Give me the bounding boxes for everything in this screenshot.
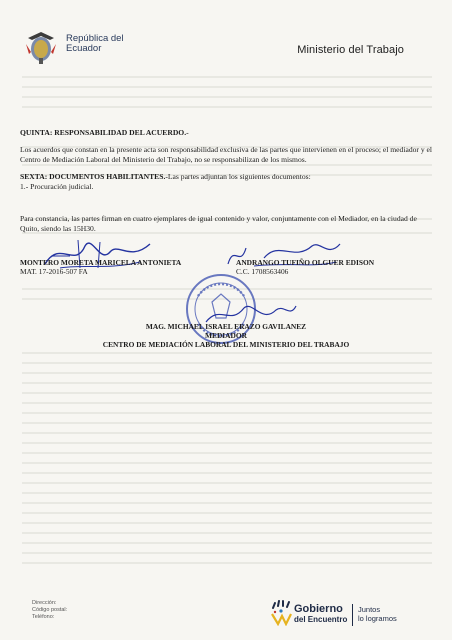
mediator-center: CENTRO DE MEDIACIÓN LABORAL DEL MINISTERIO DEL TRABAJO bbox=[102, 340, 350, 349]
footer-address-line: Dirección: bbox=[32, 600, 57, 606]
footer bbox=[0, 588, 452, 640]
coat-of-arms-icon bbox=[22, 28, 60, 66]
juntos-line-2: lo logramos bbox=[358, 614, 397, 623]
constancia-block bbox=[20, 214, 434, 233]
footer-address bbox=[32, 600, 67, 621]
del-encuentro-label: del Encuentro bbox=[294, 615, 348, 624]
republica-logo bbox=[22, 28, 152, 68]
gobierno-logo bbox=[266, 596, 446, 634]
gobierno-label: Gobierno bbox=[294, 603, 343, 615]
footer-phone-line: Teléfono: bbox=[32, 614, 55, 620]
signer-left-id: MAT. 17-2016-507 FA bbox=[20, 267, 88, 276]
footer-divider bbox=[352, 604, 353, 626]
signer-right-name: ANDRANGO TUFIÑO OLGUER EDISON bbox=[236, 258, 375, 267]
quinta-body-block bbox=[20, 145, 434, 164]
mediator-role: MEDIADOR bbox=[205, 331, 247, 340]
sexta-item: 1.- Procuración judicial. bbox=[20, 181, 94, 191]
gobierno-mark-icon bbox=[270, 600, 292, 626]
sexta-heading: SEXTA: DOCUMENTOS HABILITANTES.- bbox=[20, 172, 168, 181]
mediator-block bbox=[0, 322, 452, 349]
ministerio-title: Ministerio del Trabajo bbox=[297, 44, 404, 56]
juntos-line-1: Juntos bbox=[358, 605, 381, 614]
constancia-text: Para constancia, las partes firman en cuatro ejemplares de igual contenido y valor, conjuntamente con el Mediador, en la ciudad de Quito, siendo las 15H30. bbox=[20, 214, 417, 233]
sexta-intro: Las partes adjuntan los siguientes documentos: bbox=[167, 172, 311, 181]
sexta-section bbox=[20, 172, 434, 191]
signer-left-name: MONTERO MORETA MARICELA ANTONIETA bbox=[20, 258, 182, 267]
juntos-label bbox=[358, 605, 397, 623]
signature-right-block bbox=[236, 258, 436, 276]
footer-postal-line: Código postal: bbox=[32, 607, 68, 613]
quinta-section bbox=[20, 128, 434, 138]
signer-right-id: C.C. 1708563406 bbox=[236, 267, 289, 276]
republica-label: República del Ecuador bbox=[66, 33, 124, 54]
quinta-heading: QUINTA: RESPONSABILIDAD DEL ACUERDO.- bbox=[20, 128, 189, 137]
letterhead bbox=[0, 0, 452, 72]
mediator-name: MAG. MICHAEL ISRAEL ERAZO GAVILANEZ bbox=[145, 322, 307, 331]
quinta-body: Los acuerdos que constan en la presente acta son responsabilidad exclusiva de las partes que intervienen en el proceso; el mediador y el Centro de Mediación Laboral del Ministerio del Trabajo, no se responsabilizan de los mismos. bbox=[20, 145, 433, 164]
